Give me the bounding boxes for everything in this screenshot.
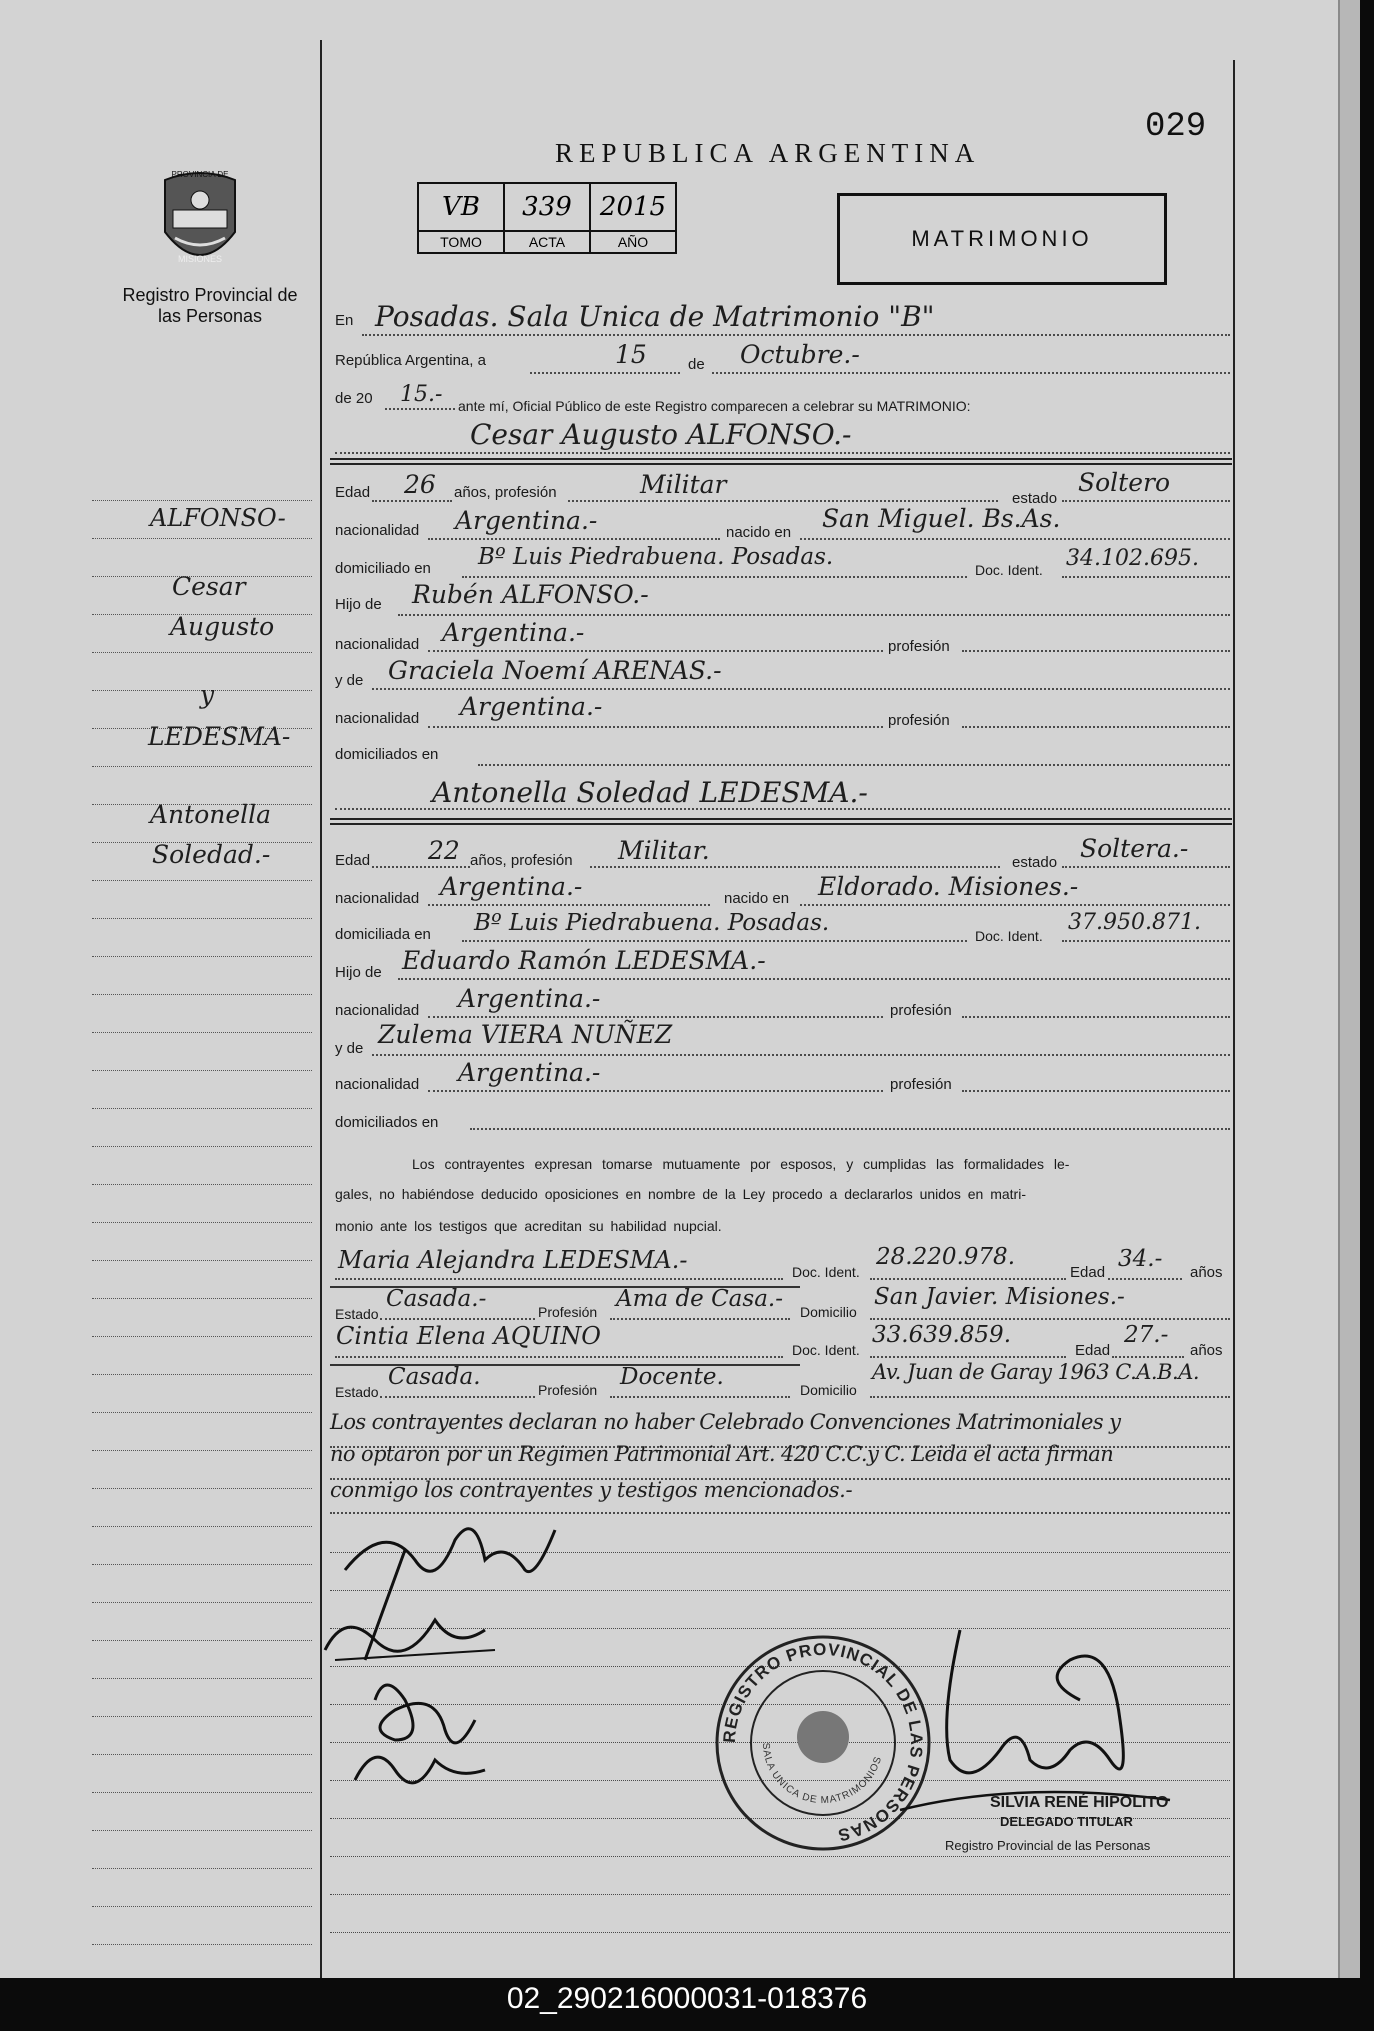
witness-1-doc-label: Doc. Ident. xyxy=(792,1264,860,1280)
page-edge xyxy=(1338,0,1360,1978)
right-border xyxy=(1233,60,1235,1978)
bride-padre-nacionalidad: Argentina.- xyxy=(458,984,601,1013)
witness-2-estado: Casada. xyxy=(388,1364,481,1390)
groom-doc-label: Doc. Ident. xyxy=(975,562,1043,578)
bride-nacido: Eldorado. Misiones.- xyxy=(818,872,1079,901)
witness-2-domicilio: Av. Juan de Garay 1963 C.A.B.A. xyxy=(872,1360,1200,1384)
bride-edad-label: Edad xyxy=(335,852,371,869)
groom-estado-label: estado xyxy=(1012,490,1058,507)
groom-doc: 34.102.695. xyxy=(1066,546,1199,571)
groom-edad: 26 xyxy=(404,470,436,499)
margin-surname-bride: LEDESMA- xyxy=(148,722,291,751)
witness-1-edad: 34.- xyxy=(1118,1246,1163,1272)
groom-padre-nacionalidad: Argentina.- xyxy=(442,618,585,647)
bride-doc-label: Doc. Ident. xyxy=(975,928,1043,944)
acta-label: ACTA xyxy=(504,231,590,253)
witness-1-name: Maria Alejandra LEDESMA.- xyxy=(338,1246,688,1274)
groom-padre-nac-label: nacionalidad xyxy=(335,636,420,653)
document-code: 02_290216000031-018376 xyxy=(506,1982,868,2015)
witness-1-domicilio-label: Domicilio xyxy=(800,1304,857,1320)
year-prefix: de 20 xyxy=(335,390,373,407)
bride-name: Antonella Soledad LEDESMA.- xyxy=(432,776,868,809)
officer-name: SILVIA RENÉ HIPOLITO xyxy=(990,1794,1169,1811)
witness-1-anos-label: años xyxy=(1190,1264,1223,1281)
year-suffix: 15.- xyxy=(400,382,443,407)
groom-padre-prof-label: profesión xyxy=(888,638,950,655)
registry-name: Registro Provincial de las Personas xyxy=(122,285,298,326)
groom-edad-label: Edad xyxy=(335,484,371,501)
bride-profesion: Militar. xyxy=(618,836,710,865)
bride-padre-nac-label: nacionalidad xyxy=(335,1002,420,1019)
bride-estado-label: estado xyxy=(1012,854,1058,871)
witness-2-profesion: Docente. xyxy=(620,1364,724,1390)
witness-2-profesion-label: Profesión xyxy=(538,1382,598,1398)
declaration-line-2: gales, no habiéndose deducido oposiciones en nombre de la Ley procedo a declararlos unidos en matri- xyxy=(335,1186,1026,1202)
groom-yde-label: y de xyxy=(335,672,364,689)
witness-2-anos-label: años xyxy=(1190,1342,1223,1359)
groom-madre-prof-label: profesión xyxy=(888,712,950,729)
bride-padre-prof-label: profesión xyxy=(890,1002,952,1019)
officer-signature xyxy=(880,1600,1180,1850)
crest-text-bottom: MISIONES xyxy=(177,254,222,264)
acta-value: 339 xyxy=(504,183,590,231)
margin-middlename-groom: Augusto xyxy=(170,612,275,641)
witness-1-estado-label: Estado xyxy=(335,1306,379,1322)
witness-1-domicilio: San Javier. Misiones.- xyxy=(874,1284,1125,1310)
bride-nacido-label: nacido en xyxy=(724,890,790,907)
witness-1-profesion: Ama de Casa.- xyxy=(616,1286,783,1312)
place: Posadas. Sala Unica de Matrimonio "B" xyxy=(375,300,935,333)
bride-hijo-label: Hijo de xyxy=(335,964,382,981)
ano-label: AÑO xyxy=(590,231,676,253)
groom-domicilio: Bº Luis Piedrabuena. Posadas. xyxy=(478,544,834,570)
groom-domicilio-label: domiciliado en xyxy=(335,560,431,577)
officer-title: DELEGADO TITULAR xyxy=(1000,1814,1133,1829)
bride-madre-nacionalidad: Argentina.- xyxy=(458,1058,601,1087)
groom-domiciliados-label: domiciliados en xyxy=(335,746,439,763)
witness-2-doc-label: Doc. Ident. xyxy=(792,1342,860,1358)
margin-conjunction: y xyxy=(200,680,215,709)
margin-surname-groom: ALFONSO- xyxy=(150,504,286,532)
witness-2-domicilio-label: Domicilio xyxy=(800,1382,857,1398)
contracting-parties-signatures xyxy=(305,1500,565,1830)
month: Octubre.- xyxy=(740,340,860,369)
stamp-inner-text: SALA UNICA DE MATRIMONIOS xyxy=(759,1742,885,1807)
groom-nacido: San Miguel. Bs.As. xyxy=(822,504,1061,533)
witness-2-edad-label: Edad xyxy=(1075,1342,1111,1359)
groom-nacido-label: nacido en xyxy=(726,524,792,541)
witness-1-estado: Casada.- xyxy=(386,1286,487,1312)
margin-firstname-bride: Antonella xyxy=(150,800,272,829)
ano-value: 2015 xyxy=(590,183,676,231)
crest-text-top: PROVINCIA DE xyxy=(171,170,229,179)
bride-estado: Soltera.- xyxy=(1080,834,1189,863)
day: 15 xyxy=(615,340,647,369)
declaration-line-3: monio ante los testigos que acreditan su habilidad nupcial. xyxy=(335,1218,722,1234)
bride-yde-label: y de xyxy=(335,1040,364,1057)
bride-nacionalidad-label: nacionalidad xyxy=(335,890,420,907)
witness-2-name: Cintia Elena AQUINO xyxy=(336,1322,601,1350)
page-number: 029 xyxy=(1145,108,1207,146)
witness-2-edad: 27.- xyxy=(1124,1322,1169,1348)
bride-profesion-label: años, profesión xyxy=(470,852,573,869)
witness-1-edad-label: Edad xyxy=(1070,1264,1106,1281)
record-numbers-table xyxy=(417,182,677,254)
notes-line-1: Los contrayentes declaran no haber Celebrado Convenciones Matrimoniales y xyxy=(330,1410,1121,1434)
bride-padre: Eduardo Ramón LEDESMA.- xyxy=(402,946,766,975)
witness-2-estado-label: Estado xyxy=(335,1384,379,1400)
groom-madre-nacionalidad: Argentina.- xyxy=(460,692,603,721)
margin-middlename-bride: Soledad.- xyxy=(152,840,271,869)
tomo-label: TOMO xyxy=(418,231,504,253)
stamp-ring-text: REGISTRO PROVINCIAL DE LAS PERSONAS xyxy=(719,1639,927,1845)
groom-padre: Rubén ALFONSO.- xyxy=(412,580,649,609)
bride-madre: Zulema VIERA NUÑEZ xyxy=(378,1020,673,1049)
notes-line-2: no optaron por un Regimen Patrimonial Art. 420 C.C.y C. Leida el acta firman xyxy=(330,1442,1114,1466)
record-type-box: MATRIMONIO xyxy=(837,193,1167,285)
witness-1-profesion-label: Profesión xyxy=(538,1304,598,1320)
declaration-line-1: Los contrayentes expresan tomarse mutuamente por esposos, y cumplidas las formalidades le- xyxy=(412,1156,1070,1172)
republic-label: República Argentina, a xyxy=(335,352,486,369)
intro-text: ante mí, Oficial Público de este Registro comparecen a celebrar su MATRIMONIO: xyxy=(458,398,971,414)
bride-domicilio-label: domiciliada en xyxy=(335,926,431,943)
tomo-value: VB xyxy=(418,183,504,231)
groom-nacionalidad: Argentina.- xyxy=(455,506,598,535)
groom-hijo-label: Hijo de xyxy=(335,596,382,613)
groom-madre-nac-label: nacionalidad xyxy=(335,710,420,727)
country-title: REPUBLICA ARGENTINA xyxy=(555,138,981,168)
bride-doc: 37.950.871. xyxy=(1068,910,1201,935)
witness-2-doc: 33.639.859. xyxy=(872,1322,1011,1348)
bride-edad: 22 xyxy=(428,836,460,865)
margin-firstname-groom: Cesar xyxy=(172,572,246,601)
groom-name: Cesar Augusto ALFONSO.- xyxy=(470,418,852,451)
bride-domiciliados-label: domiciliados en xyxy=(335,1114,439,1131)
de-label: de xyxy=(688,356,705,373)
bride-domicilio: Bº Luis Piedrabuena. Posadas. xyxy=(474,910,830,936)
bride-nacionalidad: Argentina.- xyxy=(440,872,583,901)
groom-madre: Graciela Noemí ARENAS.- xyxy=(388,656,722,685)
groom-nacionalidad-label: nacionalidad xyxy=(335,522,420,539)
witness-1-doc: 28.220.978. xyxy=(876,1244,1015,1270)
groom-estado: Soltero xyxy=(1078,468,1171,497)
bride-madre-prof-label: profesión xyxy=(890,1076,952,1093)
officer-office: Registro Provincial de las Personas xyxy=(945,1838,1151,1853)
en-label: En xyxy=(335,312,354,329)
groom-profesion-label: años, profesión xyxy=(454,484,557,501)
bride-madre-nac-label: nacionalidad xyxy=(335,1076,420,1093)
notes-line-3: conmigo los contrayentes y testigos mencionados.- xyxy=(330,1478,853,1502)
groom-profesion: Militar xyxy=(640,470,727,499)
